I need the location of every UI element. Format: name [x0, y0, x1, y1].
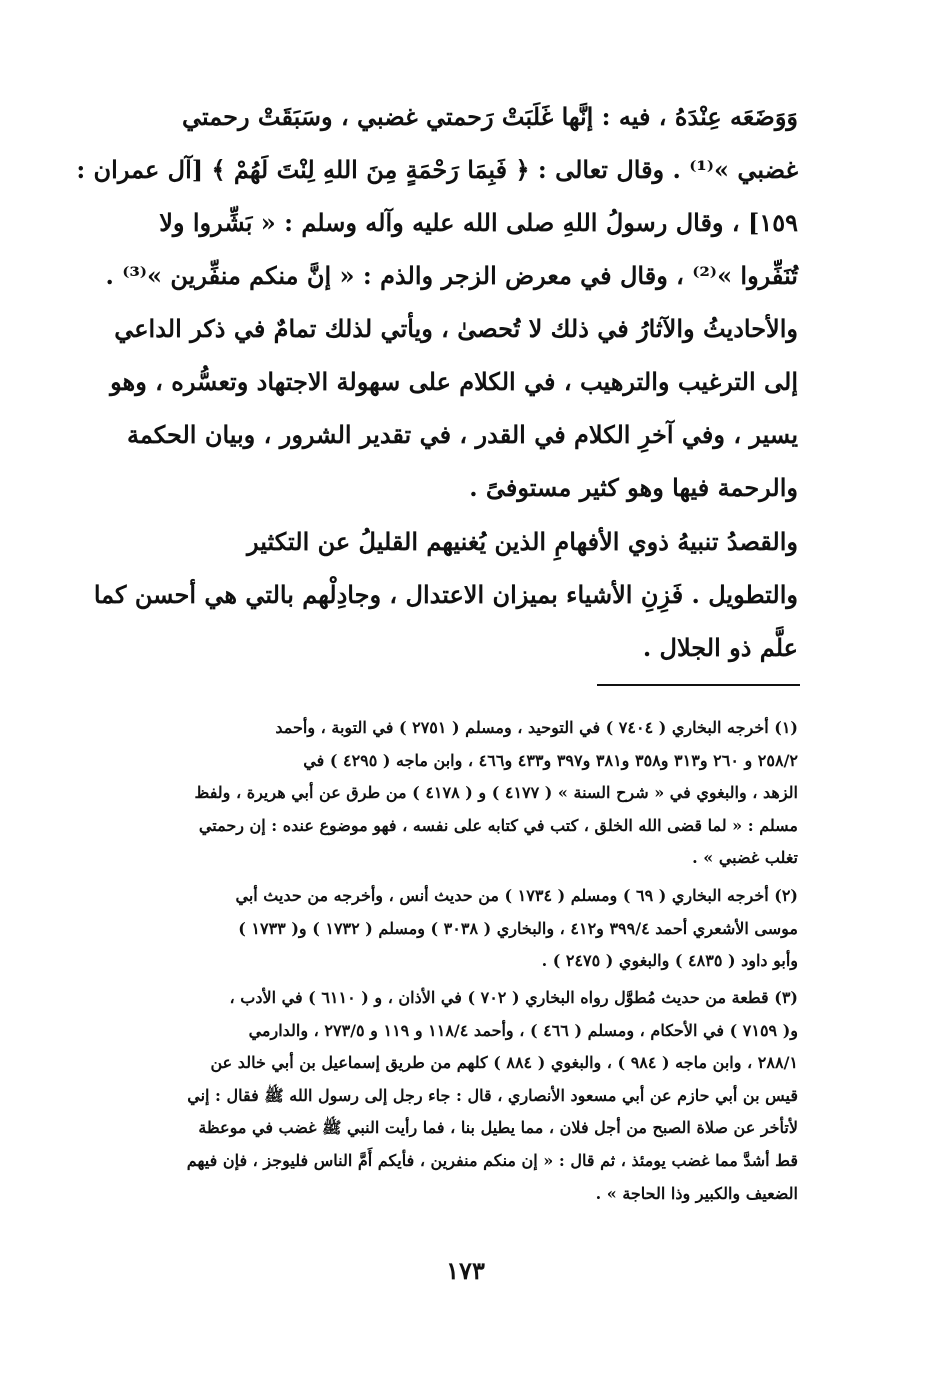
- page-number: ١٧٣: [446, 1256, 485, 1285]
- text-line: والرحمة فيها وهو كثير مستوفىً .: [469, 473, 798, 502]
- text-line: علَّم ذو الجلال .: [642, 633, 798, 662]
- footnote-separator: [597, 684, 800, 686]
- text-line: ١٥٩] ، وقال رسولُ اللهِ صلى الله عليه وآله وسلم : « بَشِّروا ولا: [159, 208, 798, 237]
- footnote-line: لأتأخر عن صلاة الصبح من أجل فلان ، مما يطيل بنا ، فما رأيت النبي ﷺ غضب في موعظة: [198, 1118, 798, 1138]
- footnote-line: (٢) أخرجه البخاري ( ٦٩ ) ومسلم ( ١٧٣٤ ) من حديث أنس ، وأخرجه من حديث أبي: [235, 886, 798, 905]
- footnote-line: وأبو داود ( ٤٨٣٥ ) والبغوي ( ٢٤٧٥ ) .: [541, 951, 798, 971]
- footnote-line: ٢٨٨/١ ، وابن ماجه ( ٩٨٤ ) ، والبغوي ( ٨٨٤ ) كلهم من طريق إسماعيل بن أبي خالد عن: [210, 1053, 798, 1073]
- footnote-line: (١) أخرجه البخاري ( ٧٤٠٤ ) في التوحيد ، ومسلم ( ٢٧٥١ ) في التوبة ، وأحمد: [275, 718, 798, 737]
- footnote-line: الضعيف والكبير وذا الحاجة » .: [595, 1183, 798, 1203]
- text-line: وَوَضَعَه عِنْدَهُ ، فيه : إنَّها غَلَبَتْ رَحمتي غضبي ، وسَبَقَتْ رحمتي: [182, 102, 798, 131]
- footnote-line: و( ٧١٥٩ ) في الأحكام ، ومسلم ( ٤٦٦ ) ، وأحمد ١١٨/٤ و ١١٩ و ٢٧٣/٥ ، والدارمي: [248, 1020, 798, 1040]
- footnote-line: مسلم : « لما قضى الله الخلق ، كتب في كتابه على نفسه ، فهو موضوع عنده : إن رحمتي: [198, 815, 798, 835]
- footnote-3: [138, 982, 798, 1210]
- footnote-line: قط أشدَّ مما غضب يومئذ ، ثم قال : « إن منكم منفرين ، فأيكم أَمَّ الناس فليوجز ، فإن فيهم: [186, 1150, 798, 1170]
- main-paragraph-1: [76, 90, 798, 514]
- text-line: غضبي »⁽¹⁾ . وقال تعالى : ﴿ فَبِمَا رَحْمَةٍ مِنَ اللهِ لِنْتَ لَهُمْ ﴾ [آل عمران :: [76, 155, 798, 184]
- footnote-line: تغلب غضبي » .: [692, 848, 798, 868]
- text-line: والتطويل . فَزِنِ الأشياء بميزان الاعتدال ، وجادِلْهم بالتي هي أحسن كما: [93, 580, 798, 609]
- footnote-line: الزهد ، والبغوي في « شرح السنة » ( ٤١٧٧ ) و ( ٤١٧٨ ) من طرق عن أبي هريرة ، ولفظ: [194, 783, 798, 803]
- text-line: تُنَفِّروا »⁽²⁾ ، وقال في معرض الزجر والذم : « إنَّ منكم منفِّرين »⁽³⁾ .: [105, 261, 798, 290]
- footnote-line: موسى الأشعري أحمد ٣٩٩/٤ و٤١٢ ، والبخاري ( ٣٠٣٨ ) ومسلم ( ١٧٣٢ ) و( ١٧٣٣ ): [238, 918, 798, 938]
- footnote-1: [138, 712, 798, 875]
- text-line: والأحاديثُ والآثارُ في ذلك لا تُحصىٰ ، ويأتي لذلك تمامٌ في ذكر الداعي: [114, 314, 798, 343]
- footnote-2: [138, 880, 798, 978]
- text-line: يسير ، وفي آخرِ الكلام في القدر ، في تقدير الشرور ، وبيان الحكمة: [127, 420, 798, 449]
- text-line: والقصدُ تنبيهُ ذوي الأفهامِ الذين يُغنيهم القليلُ عن التكثير: [247, 527, 798, 556]
- footnote-line: (٣) قطعة من حديث مُطوَّل رواه البخاري ( ٧٠٢ ) في الأذان ، و ( ٦١١٠ ) في الأدب ،: [229, 988, 798, 1007]
- main-paragraph-2: [93, 515, 798, 674]
- text-line: إلى الترغيب والترهيب ، في الكلام على سهولة الاجتهاد وتعسُّره ، وهو: [110, 367, 798, 396]
- footnote-line: ٢٥٨/٢ و ٢٦٠ و٣١٣ و٣٥٨ و٣٨١ و٣٩٧ و٤٣٣ و٤٦٦ ، وابن ماجه ( ٤٢٩٥ ) في: [303, 750, 798, 770]
- footnote-line: قيس بن أبي حازم عن أبي مسعود الأنصاري ، قال : جاء رجل إلى رسول الله ﷺ فقال : إني: [187, 1085, 798, 1105]
